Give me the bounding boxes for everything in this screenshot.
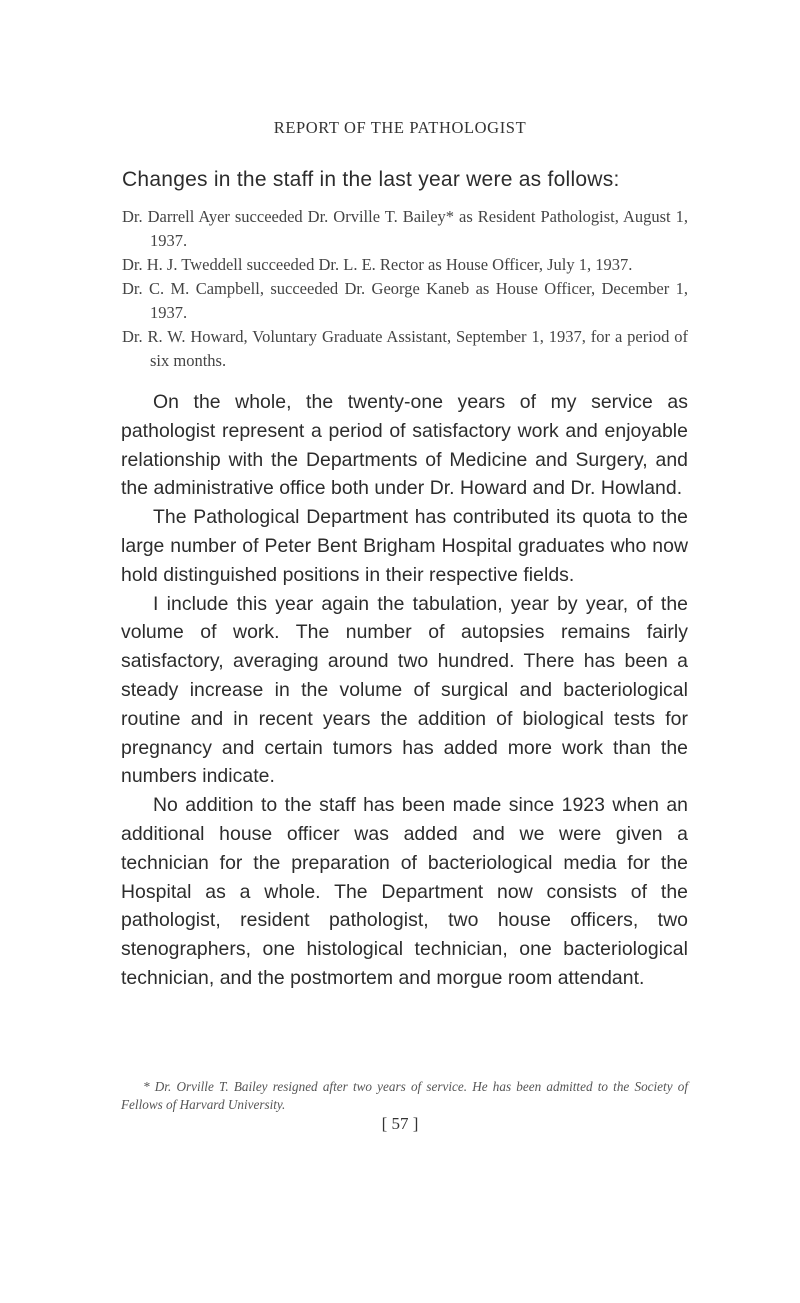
paragraph: I include this year again the tabulation, year by year, of the volume of work. The number of autopsies remains fairly satisfactory, averaging around two hundred. There has been a steady increase in the volume of surgical and bacteriological routine and in recent years the addition of biological tests for pregnancy and certain tumors has added more work than the numbers indicate.: [121, 592, 688, 788]
staff-change-item: Dr. Darrell Ayer succeeded Dr. Orville T. Bailey* as Resident Pathologist, August 1, 1937.: [122, 207, 688, 250]
running-title: REPORT OF THE PATHOLOGIST: [273, 118, 527, 137]
staff-change-item: Dr. C. M. Campbell, succeeded Dr. George Kaneb as House Officer, December 1, 1937.: [122, 279, 688, 322]
staff-change-item: Dr. R. W. Howard, Voluntary Graduate Assistant, September 1, 1937, for a period of six months.: [122, 327, 688, 370]
staff-changes-intro: Changes in the staff in the last year were as follows:: [122, 168, 620, 191]
paragraph: No addition to the staff has been made since 1923 when an additional house officer was added and we were given a technician for the preparation of bacteriological media for the Hospital as a whole. The Department now consists of the pathologist, resident pathologist, two house officers, two stenographers, one histological technician, one bacteriological technician, and the postmortem and morgue room attendant.: [121, 794, 688, 989]
staff-change-item: Dr. H. J. Tweddell succeeded Dr. L. E. Rector as House Officer, July 1, 1937.: [122, 255, 633, 274]
paragraph: On the whole, the twenty-one years of my service as pathologist represent a period of satisfactory work and enjoyable relationship with the Departments of Medicine and Surgery, and the administrative office both under Dr. Howard and Dr. Howland.: [121, 391, 688, 500]
paragraph: The Pathological Department has contributed its quota to the large number of Peter Bent Brigham Hospital graduates who now hold distinguished positions in their respective fields.: [121, 506, 688, 586]
staff-changes-list: [122, 205, 688, 373]
body-text: [121, 388, 688, 993]
page-number: [ 57 ]: [381, 1114, 419, 1133]
footnote: * Dr. Orville T. Bailey resigned after two years of service. He has been admitted to the Society of Fellows of Harvard University.: [121, 1079, 688, 1112]
